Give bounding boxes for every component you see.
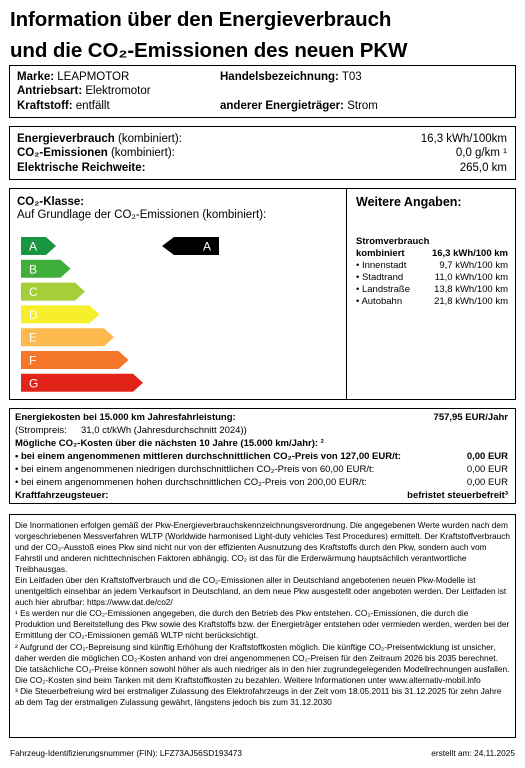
co2-scenario-label: • bei einem angenommenen mittleren durchschnittlichen CO₂-Preis von 127,00 EUR/t: — [15, 451, 402, 462]
title-line-1: Information über den Energieverbrauch — [10, 8, 392, 31]
power-title: Stromverbrauch — [356, 236, 430, 247]
co2-scenario-value: 0,00 EUR — [466, 477, 508, 488]
consumption-box — [9, 126, 516, 180]
co2-scenario-row — [15, 464, 508, 476]
class-label-b: B — [29, 262, 38, 277]
class-divider — [346, 189, 347, 399]
other-energy-row — [220, 99, 378, 113]
power-item-row — [356, 296, 508, 308]
co2-label: CO₂-Emissionen — [17, 147, 108, 159]
class-label-a: A — [29, 239, 38, 254]
energy-costs-label: Energiekosten bei 15.000 km Jahresfahrleistung: — [15, 412, 236, 423]
class-label-f: F — [29, 353, 37, 368]
range-label: Elektrische Reichweite: — [17, 162, 146, 174]
trade-name-value: T03 — [341, 71, 362, 83]
drive-label: Antriebsart: — [17, 85, 83, 97]
trade-name-label: Handelsbezeichnung: — [220, 71, 339, 83]
co2-scenario-label: • bei einem angenommenen niedrigen durchschnittlichen CO₂-Preis von 60,00 EUR/t: — [15, 464, 375, 475]
footer — [10, 747, 515, 759]
co2-class-heading: CO₂-Klasse: — [17, 196, 85, 208]
class-arrow-a — [21, 237, 56, 255]
price-label: (Strompreis: — [15, 425, 67, 436]
active-class-label: A — [203, 239, 212, 254]
fin-label: Fahrzeug-Identifizierungsnummer (FIN): LFZ73AJ56SD193473 — [10, 748, 242, 758]
note-footnote-2: ² Aufgrund der CO₂-Bepreisung sind künftig Erhöhung der Kraftstoffkosten möglich. Die künftige CO₂-Preisentwicklung ist unsicher, daher werden die möglichen CO₂-Kosten anhand von drei angenommenen CO₂-Preisen für den Zeitraum 2026 bis 2035 berechnet. Die tatsächliche CO₂-Preise können sowohl höher als auch niedriger als in den hier zugrundegelegenden Modellrechnungen ausfallen. Die CO₂-Kosten sind beim Tanken mit dem Kraftstoffkosten zu bezahlen. Weitere Informationen unter www.alternativ-mobil.info — [15, 641, 510, 685]
note-intro: Die Inormationen erfolgen gemäß der Pkw-Energieverbrauchskennzeichnungsverordnung. Die angegebenen Werte wurden nach dem vorgeschriebenen Messverfahren WLTP (Worldwide harmonised Light-duty vehicles Test Procedures) ermittelt. Der Kraftstoffverbrauch und der CO₂-Ausstoß eines Pkw sind nicht nur von der effizienten Ausnutzung des Kraftstoffs durch den Pkw, sondern auch vom Fahrstil und anderen nichttechnischen Faktoren abhängig. CO₂ ist das für die Erderwärmung hauptsächlich verantwortliche Treibhausgas. — [15, 520, 510, 575]
notes-text — [15, 520, 510, 708]
power-items — [356, 260, 508, 308]
range-value: 265,0 km — [459, 162, 507, 174]
price-value: 31,0 ct/kWh (Jahresdurchschnitt 2024)) — [81, 425, 247, 436]
power-combined-row — [356, 248, 508, 260]
co2-costs-heading: Mögliche CO₂-Kosten über die nächsten 10 Jahre (15.000 km/Jahr): ² — [15, 438, 324, 449]
power-item-value: 21,8 kWh/100 km — [434, 296, 508, 307]
class-label-d: D — [29, 307, 38, 322]
co2-costs-heading-row — [15, 438, 508, 450]
co2-class-scale — [10, 189, 346, 399]
energy-costs-row — [15, 412, 508, 424]
tax-label: Kraftfahrzeugsteuer: — [15, 490, 109, 501]
co2-class-subheading: Auf Grundlage der CO₂-Emissionen (kombiniert): — [17, 209, 267, 221]
energy-row — [17, 132, 507, 146]
fuel-label: Kraftstoff: — [17, 100, 73, 112]
power-item-label: • Innenstadt — [356, 260, 407, 271]
drive-value: Elektromotor — [85, 85, 151, 97]
note-guide: Ein Leitfaden über den Kraftstoffverbrauch und die CO₂-Emissionen aller in Deutschland angebotenen neuen Pkw-Modelle ist unentgeltlich einsehbar an jedem Verkaufsort in Deutschland, an dem neue Pkw ausgestellt oder angeboten werden. Der Leitfaden ist auch hier abrufbar: https://www.dat.de/co2/ — [15, 575, 507, 608]
power-combined-label: kombiniert — [356, 248, 405, 259]
co2-value: 0,0 g/km ¹ — [455, 147, 507, 159]
co2-scenario-value: 0,00 EUR — [466, 451, 508, 462]
energy-costs-value: 757,95 EUR/Jahr — [433, 412, 508, 423]
trade-name-row — [220, 70, 362, 84]
co2-scenario-row — [15, 451, 508, 463]
class-label-g: G — [29, 376, 39, 391]
co2-class-box — [9, 188, 516, 400]
power-item-row — [356, 272, 508, 284]
fuel-value: entfällt — [75, 100, 110, 112]
brand-row — [17, 70, 129, 84]
tax-row — [15, 490, 508, 502]
costs-box — [9, 408, 516, 504]
range-row — [17, 161, 507, 175]
fuel-row — [17, 99, 110, 113]
energy-qualifier: (kombiniert): — [118, 133, 182, 145]
co2-scenario-row — [15, 477, 508, 489]
tax-value: befristet steuerbefreit³ — [407, 490, 508, 501]
energy-label: Energieverbrauch — [17, 133, 115, 145]
power-item-row — [356, 260, 508, 272]
note-footnote-3: ³ Die Steuerbefreiung wird bei erstmaliger Zulassung des Elektrofahrzeugs in der Zeit vom 18.05.2011 bis 31.12.2025 für zehn Jahre ab dem Tag der erstmaligen Zulassung gewährt, längstens jedoch bis zum 31.12.2030 — [15, 685, 502, 707]
vehicle-info-box — [9, 65, 516, 118]
co2-scenario-value: 0,00 EUR — [466, 464, 508, 475]
class-label-e: E — [29, 330, 38, 345]
title-line-2: und die CO₂-Emissionen des neuen PKW — [10, 39, 408, 62]
power-item-label: • Stadtrand — [356, 272, 404, 283]
power-combined-value: 16,3 kWh/100 km — [431, 248, 508, 259]
power-item-value: 9,7 kWh/100 km — [439, 260, 508, 271]
other-energy-label: anderer Energieträger: — [220, 100, 344, 112]
power-item-value: 13,8 kWh/100 km — [434, 284, 508, 295]
page-title — [10, 4, 515, 66]
note-footnote-1: ¹ Es werden nur die CO₂-Emissionen angegeben, die durch den Betrieb des Pkw entstehen. CO₂-Emissionen, die durch die Produktion und Bereitstellung des Pkw sowie des Kraftstoffs bzw. der Energieträger entstehen oder vermieden werden, werden bei der Ermittlung der CO₂-Emissionen gemäß WLTP nicht berücksichtigt. — [15, 608, 510, 641]
power-item-label: • Landstraße — [356, 284, 411, 295]
further-info-heading: Weitere Angaben: — [356, 195, 462, 209]
power-item-value: 11,0 kWh/100 km — [434, 272, 508, 283]
notes-box — [9, 514, 516, 738]
created-date: erstellt am: 24.11.2025 — [431, 748, 515, 758]
class-arrow-f — [21, 351, 129, 369]
power-item-label: • Autobahn — [356, 296, 403, 307]
power-consumption-block — [356, 236, 508, 308]
co2-scenario-label: • bei einem angenommenen hohen durchschnittlichen CO₂-Preis von 200,00 EUR/t: — [15, 477, 367, 488]
drive-row — [17, 84, 151, 98]
co2-qualifier: (kombiniert): — [110, 147, 175, 159]
class-label-c: C — [29, 285, 38, 300]
co2-row — [17, 146, 507, 160]
power-item-row — [356, 284, 508, 296]
class-arrow-g — [21, 374, 143, 392]
brand-value: LEAPMOTOR — [57, 71, 130, 83]
energy-value: 16,3 kWh/100km — [420, 133, 507, 145]
other-energy-value: Strom — [347, 100, 378, 112]
price-row — [15, 425, 508, 437]
brand-label: Marke: — [17, 71, 55, 83]
